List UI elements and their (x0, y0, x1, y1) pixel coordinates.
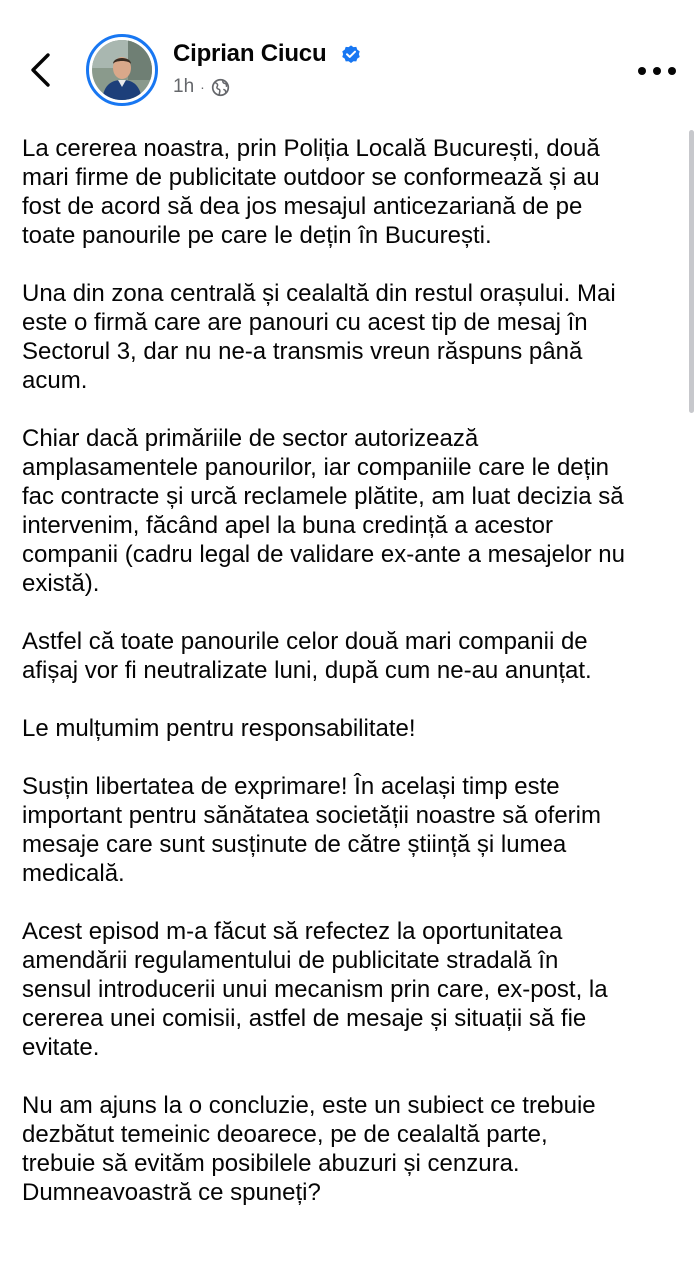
post-text-line: evitate. (22, 1034, 100, 1061)
meta-separator: · (200, 79, 205, 95)
author-name[interactable]: Ciprian Ciucu (173, 40, 327, 67)
post-text-line: există). (22, 570, 100, 597)
globe-icon[interactable] (211, 78, 230, 97)
post-paragraph (22, 627, 686, 685)
avatar[interactable] (86, 34, 158, 106)
post-text-line: acum. (22, 367, 88, 394)
post-text-line: Nu am ajuns la o concluzie, este un subiect ce trebuie (22, 1092, 596, 1119)
post-text-line: sensul introducerii unui mecanism prin care, ex-post, la (22, 976, 608, 1003)
post-text-line: fac contracte și urcă reclamele plătite, am luat decizia să (22, 483, 624, 510)
post-text-line: Le mulțumim pentru responsabilitate! (22, 715, 416, 742)
post-text-line: Astfel că toate panourile celor două mari companii de (22, 628, 588, 655)
post-text-line: companii (cadru legal de validare ex-ante a mesajelor nu (22, 541, 625, 568)
post-text-line: afișaj vor fi neutralizate luni, după cum ne-au anunțat. (22, 657, 592, 684)
post-text-line: Chiar dacă primăriile de sector autorizează (22, 425, 479, 452)
back-button[interactable] (18, 44, 62, 96)
post-text-line: mesaje care sunt susținute de către știință și lumea (22, 831, 567, 858)
post-paragraph (22, 134, 686, 250)
post-paragraph (22, 714, 686, 743)
post-paragraph (22, 279, 686, 395)
post-text-line: trebuie să evităm posibilele abuzuri și cenzura. (22, 1150, 520, 1177)
post-text-line: medicală. (22, 860, 125, 887)
more-horizontal-icon (637, 66, 677, 76)
post-paragraph (22, 1091, 686, 1207)
post-text-line: important pentru sănătatea societății noastre să oferim (22, 802, 601, 829)
post-text-line: fost de acord să dea jos mesajul anticezariană de pe (22, 193, 583, 220)
post-text-line: dezbătut temeinic deoarece, pe de cealaltă parte, (22, 1121, 548, 1148)
verified-badge-icon (340, 44, 362, 66)
post-timestamp[interactable]: 1h (173, 76, 195, 97)
post-text-line: Susțin libertatea de exprimare! În același timp este (22, 773, 560, 800)
post-text-line: toate panourile pe care le dețin în București. (22, 222, 492, 249)
post-text-line: este o firmă care are panouri cu acest tip de mesaj în (22, 309, 588, 336)
post-meta (173, 76, 230, 98)
post-paragraph (22, 917, 686, 1062)
post-text-line: intervenim, făcând apel la buna credință a acestor (22, 512, 553, 539)
profile-photo-icon (92, 40, 152, 100)
post-text-line: Una din zona centrală și cealaltă din restul orașului. Mai (22, 280, 616, 307)
post-text-line: Acest episod m-a făcut să refectez la oportunitatea (22, 918, 563, 945)
post-text (22, 134, 686, 1236)
post-paragraph (22, 772, 686, 888)
post-text-line: mari firme de publicitate outdoor se conformează și au (22, 164, 600, 191)
post-text-line: amendării regulamentului de publicitate stradală în (22, 947, 559, 974)
post-text-line: Dumneavoastră ce spuneți? (22, 1179, 321, 1206)
chevron-left-icon (29, 52, 51, 88)
post-header (0, 0, 700, 110)
post-text-line: cererea unei comisii, astfel de mesaje și situații să fie (22, 1005, 587, 1032)
post-text-line: amplasamentele panourilor, iar companiile care le dețin (22, 454, 609, 481)
post-paragraph (22, 424, 686, 598)
scrollbar[interactable] (689, 130, 694, 413)
post-text-line: Sectorul 3, dar nu ne-a transmis vreun răspuns până (22, 338, 583, 365)
more-options-button[interactable] (632, 54, 682, 88)
post-text-line: La cererea noastra, prin Poliția Locală București, două (22, 135, 600, 162)
